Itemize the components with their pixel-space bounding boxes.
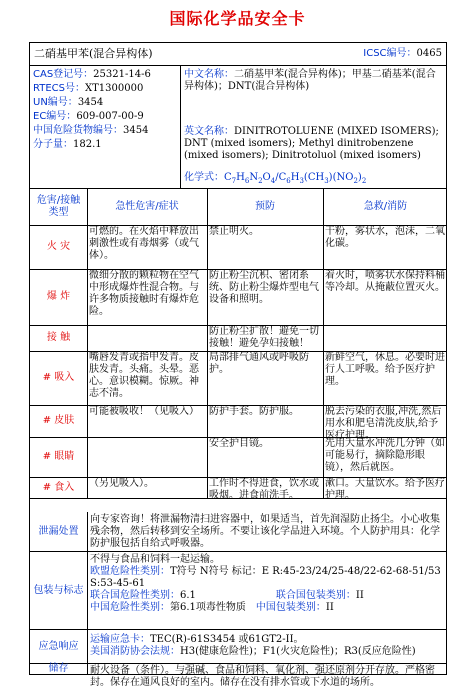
un-class-line: 联合国危险性类别：6.1 联合国包装类别：II [90, 590, 364, 601]
symptom-cell [89, 326, 205, 350]
spill-label: 泄漏处置 [38, 525, 79, 537]
prevention-header: 预防 [255, 201, 275, 212]
card-header-row [30, 43, 446, 66]
hazard-type: # 眼睛 [42, 451, 75, 462]
symptom-header: 急性危害/症状 [115, 201, 179, 212]
hazard-type: # 皮肤 [42, 415, 75, 426]
rtecs-row: RTECS号：XT1300000 [33, 83, 144, 94]
page-title: 国际化学品安全卡 [169, 9, 306, 28]
symptom-cell: 可能被吸收！（见吸入） [89, 406, 199, 417]
prevention-cell: 防止粉尘沉积、密闭系统、防止粉尘爆炸型电气设备和照明。 [209, 270, 319, 305]
eu-class: 欧盟危险性类别：T符号 N符号 标记：E R:45-23/24/25-48/22-62-68-51/53 S:53-45-61 [90, 566, 441, 589]
hazard-type: 火 灾 [46, 241, 71, 252]
nfpa-line: 美国消防协会法规：H3(健康危险性)；F1(火灾危险性)；R3(反应危险性) [90, 646, 416, 657]
packaging-section [30, 552, 446, 630]
hazard-type-header: 危害/接触类型 [36, 195, 81, 218]
spill-text: 向专家咨询！将泄漏物清扫进容器中，如果适当，首先润湿防止扬尘。小心收集残余物，然后转移到安全场所。不要让该化学品进入环境。个人防护用具：化学防护服包括自给式呼吸器。 [90, 514, 440, 549]
symptom-cell: 嘴唇发青或指甲发青。皮肤发青。头痛。头晕。恶心。意识模糊。惊厥。神志不清。 [89, 352, 199, 399]
chemical-name: 二硝基甲苯(混合异构体) [34, 47, 153, 60]
prevention-cell: 工作时不得进食，饮水或吸烟。进食前洗手。 [209, 478, 319, 501]
first-aid-header: 急救/消防 [363, 201, 408, 212]
prevention-cell: 禁止明火。 [209, 226, 259, 237]
symptom-cell: 可燃的。在火焰中释放出刺激性或有毒烟雾（或气体）。 [89, 226, 199, 261]
packaging-label: 包装与标志 [33, 584, 84, 596]
identifier-list [33, 69, 179, 153]
prevention-cell: 安全护目镜。 [209, 438, 269, 449]
cn-hazard-no-row: 中国危险货物编号：3454 [33, 125, 149, 136]
symptom-cell [89, 438, 205, 476]
first-aid-cell: 脱去污染的衣服,冲洗,然后用水和肥皂清洗皮肤,给予医疗护理。 [325, 406, 442, 441]
icsc-number [363, 43, 442, 65]
un-row: UN编号：3454 [33, 97, 104, 108]
formula-text: $C_7H_6N_2O_4/C_6H_3(CH_3)(NO_2)_2$ [224, 172, 367, 185]
hazard-type: 接 触 [46, 332, 71, 343]
identifier-section [30, 66, 446, 189]
hazard-type: 爆 炸 [46, 291, 71, 302]
emergency-label: 应急响应 [38, 640, 79, 652]
storage-section [30, 663, 446, 688]
first-aid-cell [325, 326, 446, 350]
mol-weight-row: 分子量：182.1 [33, 139, 102, 150]
emergency-text [90, 634, 445, 658]
ec-row: EC编号：609-007-00-9 [33, 111, 144, 122]
icsc-label: ICSC编号： [363, 48, 417, 59]
packaging-line1: 不得与食品和饲料一起运输。 [90, 554, 220, 565]
symptom-cell: （另见吸入）。 [89, 478, 154, 489]
first-aid-cell: 先用大量水冲洗几分钟（如可能易行，摘除隐形眼镜），然后就医。 [325, 438, 445, 473]
storage-label: 储存 [48, 663, 69, 674]
packaging-text [90, 554, 445, 614]
cn-name: 中文名称：二硝基甲苯(混合异构体)；甲基二硝基苯(混合异构体)；DNT(混合异构体) [184, 69, 436, 92]
hazard-type: # 吸入 [42, 372, 75, 383]
prevention-cell: 防止粉尘扩散！避免一切接触！避免孕妇接触！ [209, 326, 319, 349]
cas-row: CAS登记号：25321-14-6 [33, 69, 151, 80]
chemical-formula: 化学式：$C_7H_6N_2O_4/C_6H_3(CH_3)(NO_2)_2$ [184, 172, 367, 185]
first-aid-cell: 干粉，雾状水，泡沫，二氧化碳。 [325, 226, 445, 249]
spill-section [30, 512, 446, 552]
icsc-value: 0465 [416, 48, 442, 59]
hazard-type: # 食入 [42, 481, 75, 493]
storage-text: 耐火设备（条件）。与强碱、食品和饲料、氧化剂、强还原剂分开存放。严格密封。保存在通风良好的室内。储存在没有排水管或下水道的场所。 [90, 665, 435, 688]
emergency-section [30, 630, 446, 664]
first-aid-cell: 着火时，喷雾状水保持料桶等冷却。从掩蔽位置灭火。 [325, 270, 445, 293]
prevention-cell: 防护手套。防护服。 [209, 406, 299, 417]
safety-card [29, 42, 447, 688]
first-aid-cell: 新鲜空气，休息。必要时进行人工呼吸。给予医疗护理。 [325, 352, 445, 387]
en-name: 英文名称：DINITROTOLUENE (MIXED ISOMERS); DNT (mixed isomers); Methyl dinitrobenzene (mixed isomers); Dinitrotoluol (mixed isomers) [184, 126, 439, 161]
cn-class-line: 中国危险性类别：第6.1项毒性物质 中国包装类别：II [90, 602, 334, 613]
tec-line: 运输应急卡：TEC(R)-61S3454 或61GT2-II。 [90, 634, 304, 645]
prevention-cell: 局部排气通风或呼吸防护。 [209, 352, 309, 375]
first-aid-cell: 漱口。大量饮水。给予医疗护理。 [325, 478, 445, 501]
symptom-cell: 微细分散的颗粒物在空气中形成爆炸性混合物。与许多物质接触时有爆炸危险。 [89, 270, 199, 317]
